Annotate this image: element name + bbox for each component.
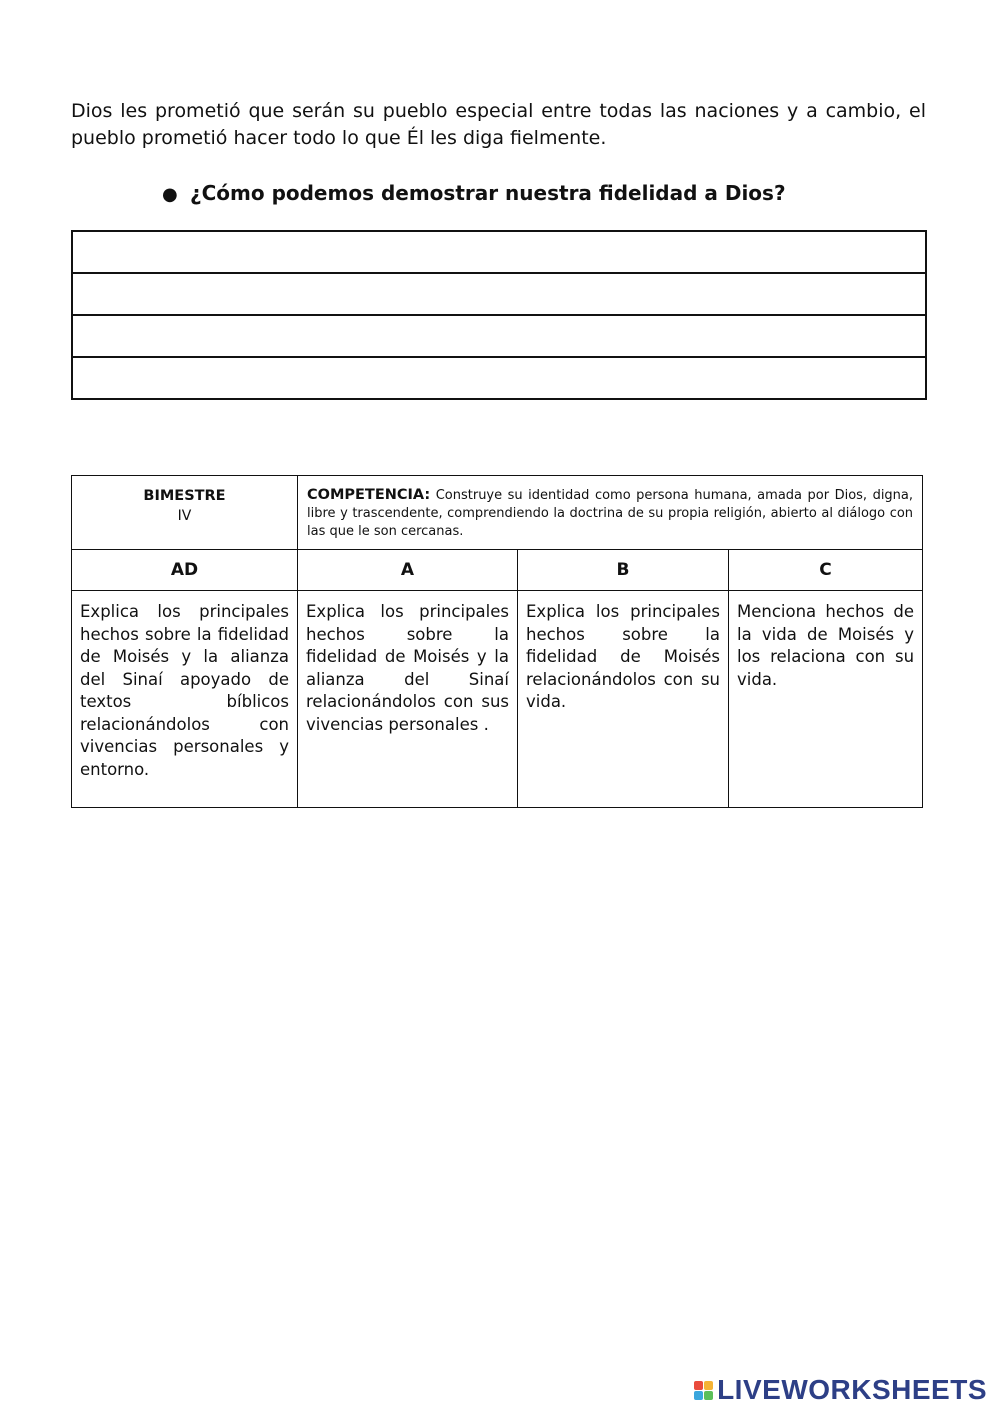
answer-line-2[interactable] — [72, 273, 926, 315]
bimestre-label: BIMESTRE — [143, 488, 226, 504]
answer-box — [71, 230, 927, 400]
bimestre-cell — [72, 476, 298, 550]
brand-wordmark: LIVEWORKSHEETS — [717, 1374, 987, 1405]
bimestre-value: IV — [177, 508, 192, 524]
level-header-ad: AD — [72, 550, 298, 591]
competencia-cell — [298, 476, 923, 550]
level-description-a: Explica los principales hechos sobre la fidelidad de Moisés y la alianza del Sinaí relacionándolos con sus vivencias personales . — [298, 591, 518, 808]
answer-line-1[interactable] — [72, 231, 926, 273]
liveworksheets-brand — [694, 1374, 987, 1406]
question-text: ¿Cómo podemos demostrar nuestra fidelidad a Dios? — [190, 181, 786, 205]
answer-line-4[interactable] — [72, 357, 926, 399]
logo-square-yellow — [704, 1381, 713, 1390]
level-description-ad: Explica los principales hechos sobre la fidelidad de Moisés y la alianza del Sinaí apoyado de textos bíblicos relacionándolos con vivencias personales y entorno. — [72, 591, 298, 808]
logo-square-green — [704, 1391, 713, 1400]
level-header-a: A — [298, 550, 518, 591]
rubric-table — [71, 475, 923, 808]
logo-square-blue — [694, 1391, 703, 1400]
competencia-text: Construye su identidad como persona humana, amada por Dios, digna, libre y trascendente, comprendiendo la doctrina de su propia religión, abierto al diálogo con las que le son cercanas. — [307, 488, 914, 539]
liveworksheets-logo-icon — [694, 1381, 713, 1400]
intro-paragraph: Dios les prometió que serán su pueblo especial entre todas las naciones y a cambio, el pueblo prometió hacer todo lo que Él les diga fielmente. — [71, 100, 926, 149]
competencia-label: COMPETENCIA: — [307, 487, 431, 503]
logo-square-red — [694, 1381, 703, 1390]
bullet-icon: ● — [162, 184, 178, 205]
level-header-c: C — [729, 550, 923, 591]
answer-line-3[interactable] — [72, 315, 926, 357]
level-header-b: B — [518, 550, 729, 591]
level-description-b: Explica los principales hechos sobre la fidelidad de Moisés relacionándolos con su vida. — [518, 591, 729, 808]
level-description-c: Menciona hechos de la vida de Moisés y los relaciona con su vida. — [729, 591, 923, 808]
question-heading — [162, 178, 922, 210]
